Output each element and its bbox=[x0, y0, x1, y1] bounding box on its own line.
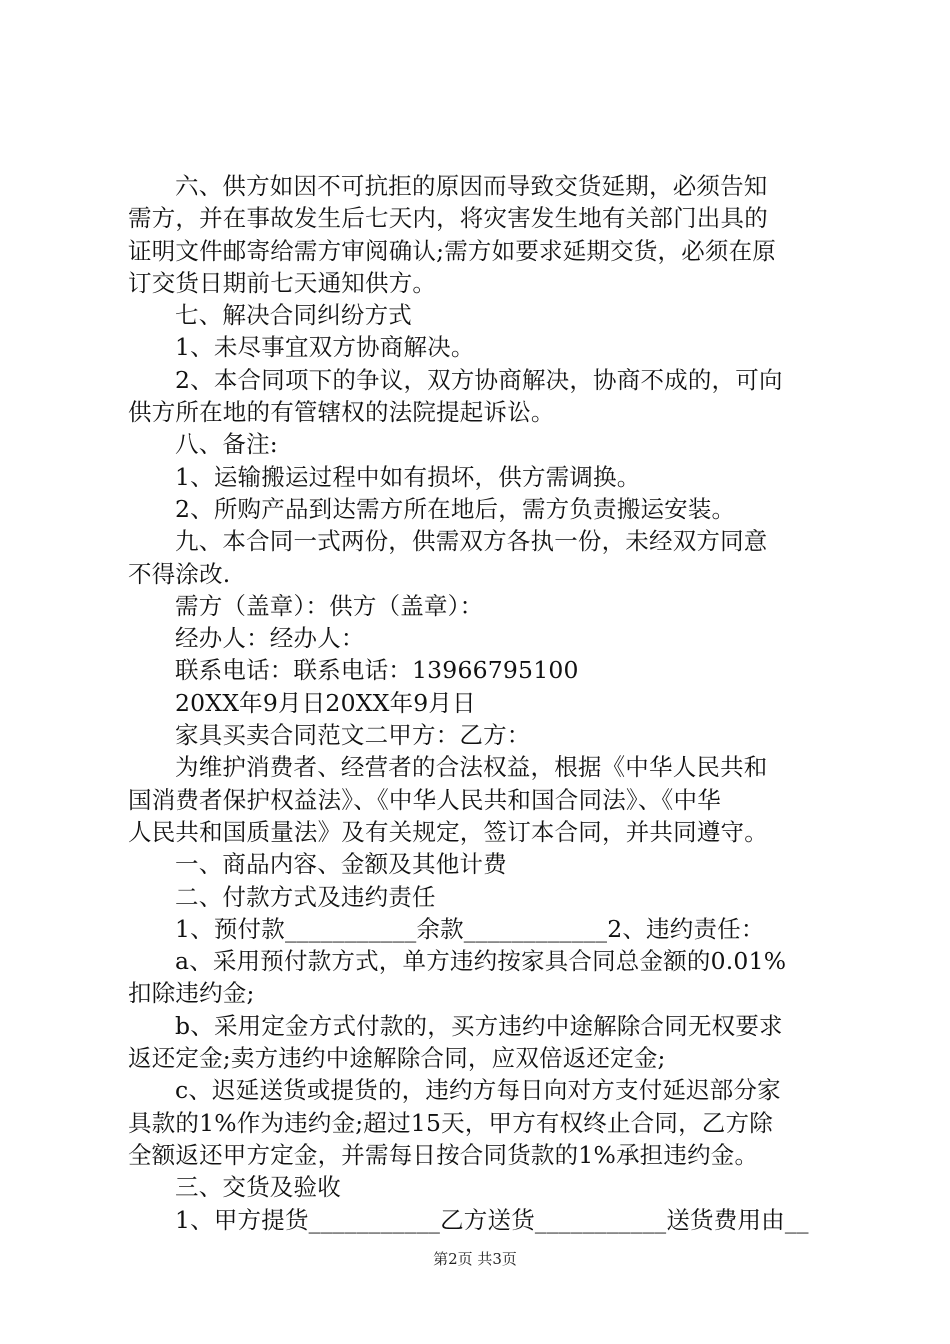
text-line: 七、解决合同纠纷方式 bbox=[175, 301, 412, 330]
text-line: 1、运输搬运过程中如有损坏，供方需调换。 bbox=[175, 462, 641, 491]
text-line: 不得涂改. bbox=[128, 559, 231, 588]
text-line: 供方所在地的有管辖权的法院提起诉讼。 bbox=[128, 398, 555, 427]
page-footer: 第2页 共3页 bbox=[433, 1250, 517, 1268]
text-line: 1、预付款___________余款____________2、违约责任： bbox=[175, 914, 765, 943]
text-line: 家具买卖合同范文二甲方：乙方： bbox=[175, 721, 531, 750]
text-line: 20XX年9月日20XX年9月日 bbox=[175, 688, 476, 717]
text-line: 一、商品内容、金额及其他计费 bbox=[175, 850, 507, 879]
text-line: 全额返还甲方定金，并需每日按合同货款的1%承担违约金。 bbox=[128, 1140, 759, 1169]
text-line: 扣除违约金; bbox=[128, 979, 255, 1008]
text-line: b、采用定金方式付款的，买方违约中途解除合同无权要求 bbox=[175, 1011, 783, 1040]
text-line: 证明文件邮寄给需方审阅确认;需方如要求延期交货，必须在原 bbox=[128, 236, 777, 265]
text-line: 需方，并在事故发生后七天内，将灾害发生地有关部门出具的 bbox=[128, 204, 768, 233]
text-line: 联系电话：联系电话：13966795100 bbox=[175, 656, 579, 685]
text-line: 六、供方如因不可抗拒的原因而导致交货延期，必须告知 bbox=[175, 172, 768, 200]
text-line: c、迟延送货或提货的，违约方每日向对方支付延迟部分家 bbox=[175, 1076, 781, 1105]
text-line: 经办人：经办人： bbox=[175, 624, 365, 653]
text-line: 1、甲方提货___________乙方送货___________送货费用由__ bbox=[175, 1205, 809, 1234]
text-line: 国消费者保护权益法》、《中华人民共和国合同法》、《中华 bbox=[128, 785, 721, 814]
text-line: 八、备注: bbox=[175, 430, 278, 459]
document-body bbox=[128, 170, 832, 1236]
text-line: 具款的1%作为违约金;超过15天，甲方有权终止合同，乙方除 bbox=[128, 1108, 773, 1137]
text-line: 1、未尽事宜双方协商解决。 bbox=[175, 333, 475, 362]
text-line: 2、所购产品到达需方所在地后，需方负责搬运安装。 bbox=[175, 494, 736, 523]
text-line: 九、本合同一式两份，供需双方各执一份，未经双方同意 bbox=[175, 527, 768, 556]
text-line: 为维护消费者、经营者的合法权益，根据《中华人民共和 bbox=[175, 753, 768, 782]
text-line: 需方（盖章）：供方（盖章）： bbox=[175, 591, 484, 620]
text-line: 返还定金;卖方违约中途解除合同，应双倍返还定金; bbox=[128, 1044, 666, 1073]
text-line: 人民共和国质量法》及有关规定，签订本合同，并共同遵守。 bbox=[128, 817, 768, 846]
text-line: 二、付款方式及违约责任 bbox=[175, 882, 436, 911]
text-line: a、采用预付款方式，单方违约按家具合同总金额的0.01% bbox=[175, 947, 787, 976]
text-line: 订交货日期前七天通知供方。 bbox=[128, 268, 437, 297]
text-line: 2、本合同项下的争议，双方协商解决，协商不成的，可向 bbox=[175, 365, 783, 394]
text-line: 三、交货及验收 bbox=[175, 1173, 341, 1202]
